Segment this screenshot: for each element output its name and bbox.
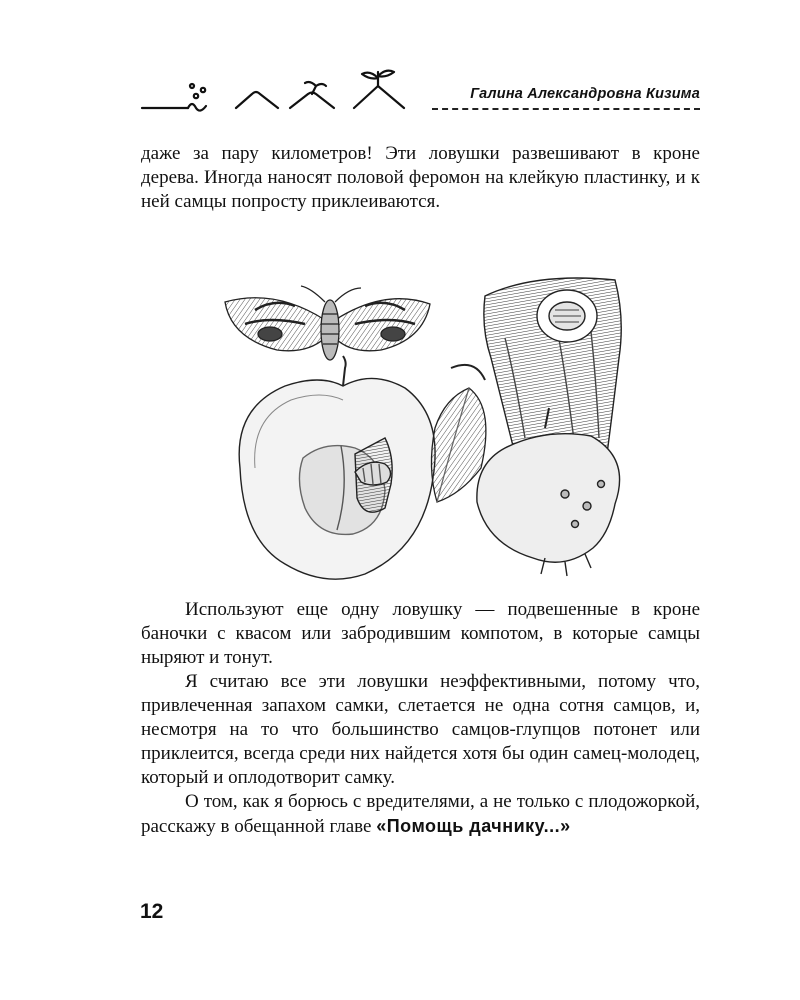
header-dashed-rule [432,108,700,110]
paragraph: даже за пару километров! Эти ловушки развешивают в кроне дерева. Иногда наносят половой феромон на клейкую пластинку, и к ней самцы попросту приклеиваются. [141,143,700,212]
apple-half-icon [239,356,435,579]
paragraph: Я считаю все эти ловушки неэффективными, потому что, привлеченная запахом самки, слетается не одна сотня самцов, и, несмотря на то что большинство самцов-глупцов потонет или приклеится, всегда среди них найдется хотя бы один самец-молодец, который и оплодотворит самку. [141,671,700,788]
page-number: 12 [140,900,164,923]
text-block-bottom [141,598,700,839]
paragraph: Используют еще одну ловушку — подвешенные в кроне баночки с квасом или забродившим компотом, в которые самцы ныряют и тонут. [141,599,700,668]
chapter-reference: «Помощь дачнику...» [376,816,571,836]
leaf-icon [431,365,485,502]
moth-icon [225,286,430,360]
author-name: Галина Александровна Кизима [470,86,700,102]
text-block-top [141,142,700,214]
paragraph-final-text: О том, как я борюсь с вредителями, а не только с плодожоркой, расскажу в обещанной главе [141,791,700,837]
tree-bark-icon [484,278,621,459]
running-header [140,64,700,116]
header-ornament-icon [140,64,440,116]
paragraph-final [141,790,700,839]
codling-moth-illustration [215,258,645,588]
